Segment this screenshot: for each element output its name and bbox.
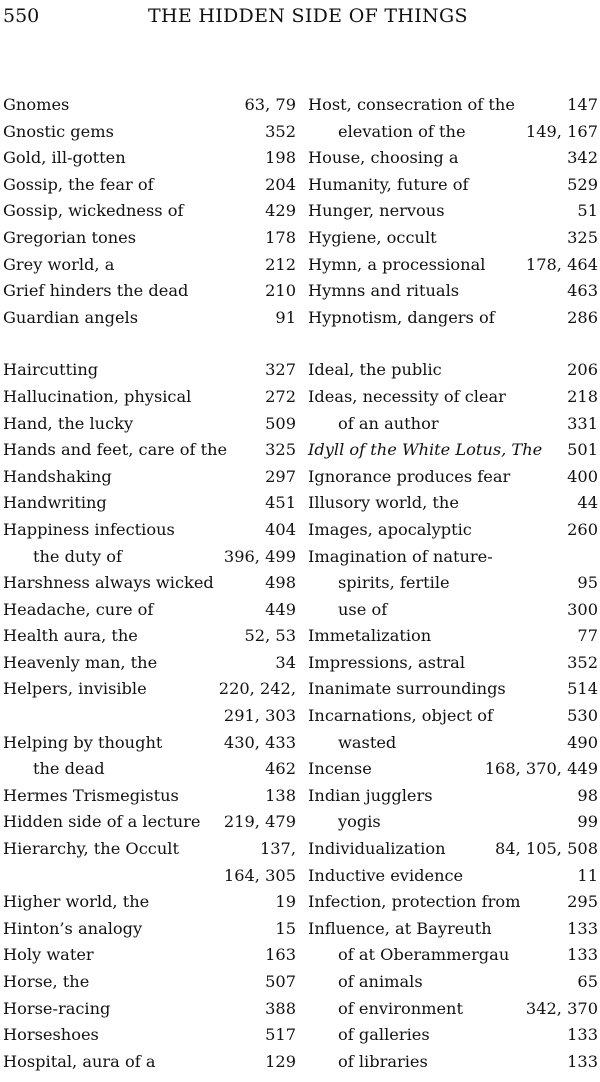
index-page-refs: 517: [265, 1025, 296, 1045]
index-page-refs: 352: [265, 121, 296, 141]
index-term: Humanity, future of: [308, 174, 469, 194]
index-page-refs: 91: [275, 307, 296, 327]
index-entry: [308, 172, 598, 199]
index-page-refs: 430, 433: [223, 732, 296, 752]
index-term: Horse, the: [3, 972, 90, 991]
index-subentry: [308, 969, 598, 996]
index-term: Gold, ill-gotten: [3, 148, 126, 168]
index-term: Host, consecration of the: [308, 95, 515, 114]
index-page-refs: 463: [567, 281, 598, 301]
index-term: Hidden side of a lecture: [3, 812, 201, 832]
index-subentry: [308, 570, 598, 597]
index-term: House, choosing a: [308, 148, 459, 168]
index-term: Hermes Trismegistus: [3, 785, 179, 805]
index-entry: [308, 198, 598, 225]
index-term: wasted: [338, 732, 397, 752]
index-page-refs: 272: [265, 386, 296, 406]
index-subentry: [3, 756, 296, 783]
index-term: Impressions, astral: [308, 652, 466, 672]
index-entry: [308, 916, 598, 943]
index-term: Hymns and rituals: [308, 281, 460, 301]
index-page-refs: 210: [265, 281, 296, 301]
index-entry: [3, 650, 296, 677]
index-entry: [3, 384, 296, 411]
index-page-refs: 509: [265, 413, 296, 433]
index-term: Hand, the lucky: [3, 413, 134, 433]
index-term: Imagination of nature-: [308, 546, 493, 566]
index-entry: [308, 278, 598, 305]
index-term: spirits, fertile: [338, 573, 450, 593]
index-page-refs: 429: [265, 201, 296, 221]
index-term: elevation of the: [338, 121, 466, 141]
index-page-refs: 286: [567, 307, 598, 327]
index-page-refs: 163: [265, 945, 296, 965]
index-page-refs: 327: [265, 360, 296, 380]
index-page-refs: 325: [265, 440, 296, 460]
index-entry: [3, 783, 296, 810]
index-entry: [3, 597, 296, 624]
index-term: Hands and feet, care of the: [3, 440, 228, 460]
index-page-refs: 164, 305: [223, 865, 296, 885]
index-page-refs: 149, 167: [525, 121, 598, 141]
page-number: 550: [3, 5, 40, 27]
index-entry: [3, 490, 296, 517]
index-page-refs: 342, 370: [525, 998, 598, 1018]
index-entry: [3, 703, 296, 730]
index-term: Gossip, the fear of: [3, 174, 154, 194]
index-term: Higher world, the: [3, 892, 150, 912]
index-page-refs: 451: [265, 493, 296, 513]
index-page-refs: 99: [577, 812, 598, 832]
index-term: Helpers, invisible: [3, 679, 147, 699]
index-term: Horse-racing: [3, 998, 111, 1018]
index-page-refs: 98: [577, 785, 598, 805]
index-entry: [308, 92, 598, 119]
index-term: Hinton’s analogy: [3, 918, 143, 938]
index-page-refs: 490: [567, 732, 598, 752]
index-term: Ideal, the public: [308, 360, 442, 380]
index-page-refs: 501: [567, 440, 598, 460]
index-page-refs: 63, 79: [244, 95, 296, 114]
index-page-refs: 34: [275, 652, 296, 672]
index-page-refs: 388: [265, 998, 296, 1018]
index-term: the duty of: [33, 546, 122, 566]
index-term: Gregorian tones: [3, 227, 137, 247]
index-term: Hygiene, occult: [308, 227, 437, 247]
index-term: Helping by thought: [3, 732, 163, 752]
index-entry: [3, 570, 296, 597]
index-entry: [3, 92, 296, 119]
index-page-refs: 65: [577, 972, 598, 991]
index-term: Influence, at Bayreuth: [308, 918, 492, 938]
index-page-refs: 295: [567, 892, 598, 912]
index-entry: [308, 783, 598, 810]
index-term: Idyll of the White Lotus, The: [308, 440, 543, 460]
index-page-refs: 507: [265, 972, 296, 991]
index-entry: [308, 384, 598, 411]
index-term: Images, apocalyptic: [308, 519, 472, 539]
index-term: Hierarchy, the Occult: [3, 839, 179, 859]
index-entry: [3, 225, 296, 252]
index-page-refs: 11: [577, 865, 598, 885]
index-page-refs: 44: [577, 493, 598, 513]
index-page-refs: 529: [567, 174, 598, 194]
index-term: Ignorance produces fear: [308, 466, 511, 486]
index-page-refs: 77: [577, 626, 598, 646]
index-subentry: [308, 996, 598, 1023]
index-term: Hunger, nervous: [308, 201, 445, 221]
index-page-refs: 325: [567, 227, 598, 247]
index-term: of animals: [338, 972, 423, 991]
index-term: Holy water: [3, 945, 94, 965]
index-entry: [308, 225, 598, 252]
index-page-refs: 400: [567, 466, 598, 486]
index-subentry: [308, 942, 598, 969]
index-term: Guardian angels: [3, 307, 139, 327]
index-term: Individualization: [308, 839, 446, 859]
index-page-refs: 291, 303: [223, 706, 296, 726]
index-term: Ideas, necessity of clear: [308, 386, 506, 406]
index-page-refs: 219, 479: [223, 812, 296, 832]
index-page-refs: 133: [567, 1051, 598, 1071]
index-term: of libraries: [338, 1051, 428, 1071]
index-term: Hymn, a processional: [308, 254, 486, 274]
index-entry: [3, 809, 296, 836]
index-page-refs: 297: [265, 466, 296, 486]
index-page-refs: 300: [567, 599, 598, 619]
index-entry: [308, 145, 598, 172]
index-entry: [308, 305, 598, 332]
index-term: Harshness always wicked: [3, 573, 214, 593]
index-page-refs: 218: [567, 386, 598, 406]
index-entry: [308, 836, 598, 863]
index-page-refs: 514: [567, 679, 598, 699]
index-page-refs: 498: [265, 573, 296, 593]
index-entry: [3, 305, 296, 332]
index-term: Health aura, the: [3, 626, 138, 646]
index-entry: [3, 517, 296, 544]
index-term: of environment: [338, 998, 463, 1018]
index-entry: [3, 1022, 296, 1049]
index-page-refs: 133: [567, 918, 598, 938]
index-entry: [3, 464, 296, 491]
index-subentry: [308, 597, 598, 624]
index-page-refs: 462: [265, 759, 296, 779]
index-term: Illusory world, the: [308, 493, 459, 513]
index-page-refs: 260: [567, 519, 598, 539]
index-term: Gossip, wickedness of: [3, 201, 184, 221]
index-page-refs: 178, 464: [525, 254, 598, 274]
index-term: Haircutting: [3, 360, 99, 380]
index-term: the dead: [33, 759, 105, 779]
index-page-refs: 52, 53: [244, 626, 296, 646]
index-entry: [3, 411, 296, 438]
index-term: Inanimate surroundings: [308, 679, 506, 699]
index-entry: [308, 490, 598, 517]
index-entry: [3, 996, 296, 1023]
index-page-refs: 178: [265, 227, 296, 247]
index-entry: [3, 278, 296, 305]
index-entry: [308, 517, 598, 544]
index-entry: [3, 119, 296, 146]
index-page-refs: 204: [265, 174, 296, 194]
index-page-refs: 396, 499: [223, 546, 296, 566]
index-term: Infection, protection from: [308, 892, 521, 912]
index-page-refs: 352: [567, 652, 598, 672]
index-page-refs: 15: [275, 918, 296, 938]
index-term: use of: [338, 599, 388, 619]
index-entry: [308, 676, 598, 703]
page-header: [0, 2, 600, 30]
index-entry: [3, 916, 296, 943]
index-page-refs: 133: [567, 1025, 598, 1045]
index-column-right: [308, 92, 598, 1075]
index-entry: [3, 172, 296, 199]
index-term: Incarnations, object of: [308, 706, 493, 726]
index-subentry: [308, 119, 598, 146]
index-entry: [308, 623, 598, 650]
index-subentry: [3, 544, 296, 571]
index-term: Gnostic gems: [3, 121, 114, 141]
index-entry: [3, 198, 296, 225]
index-entry: [308, 650, 598, 677]
index-term: Indian jugglers: [308, 785, 433, 805]
index-page-refs: 168, 370, 449: [484, 759, 598, 779]
index-term: Inductive evidence: [308, 865, 464, 885]
index-column-left: [3, 92, 296, 1075]
index-entry: [308, 464, 598, 491]
index-entry: [308, 756, 598, 783]
index-page-refs: 220, 242,: [218, 679, 296, 699]
index-page-refs: 133: [567, 945, 598, 965]
index-entry: [3, 969, 296, 996]
index-entry: [3, 252, 296, 279]
index-entry: [3, 357, 296, 384]
index-entry: [308, 863, 598, 890]
index-entry: [3, 676, 296, 703]
index-page-refs: 212: [265, 254, 296, 274]
index-subentry: [308, 1022, 598, 1049]
index-subentry: [308, 411, 598, 438]
index-term: Handwriting: [3, 493, 107, 513]
index-term: of an author: [338, 413, 439, 433]
index-term: Hypnotism, dangers of: [308, 307, 495, 327]
index-entry: [3, 942, 296, 969]
index-entry: [308, 889, 598, 916]
index-page-refs: 147: [567, 95, 598, 114]
index-page-refs: 206: [567, 360, 598, 380]
index-page-refs: 342: [567, 148, 598, 168]
index-term: Happiness infectious: [3, 519, 175, 539]
index-entry: [3, 145, 296, 172]
index-term: Immetalization: [308, 626, 432, 646]
index-term: Hospital, aura of a: [3, 1051, 156, 1071]
index-term: Handshaking: [3, 466, 112, 486]
index-page-refs: 95: [577, 573, 598, 593]
index-page-refs: 19: [275, 892, 296, 912]
index-term: Gnomes: [3, 95, 70, 114]
index-page-refs: 530: [567, 706, 598, 726]
index-entry: [3, 889, 296, 916]
index-page-refs: 198: [265, 148, 296, 168]
index-term: Grief hinders the dead: [3, 281, 189, 301]
index-entry: [3, 623, 296, 650]
index-term: Incense: [308, 759, 372, 779]
index-subentry: [308, 1049, 598, 1076]
index-entry: [308, 357, 598, 384]
index-entry: [3, 1049, 296, 1076]
index-page-refs: 51: [577, 201, 598, 221]
index-entry: [308, 437, 598, 464]
index-subentry: [308, 809, 598, 836]
index-term: Hallucination, physical: [3, 386, 192, 406]
index-entry: [3, 730, 296, 757]
index-term: Headache, cure of: [3, 599, 154, 619]
index-term: Horseshoes: [3, 1025, 99, 1045]
index-entry: [308, 252, 598, 279]
index-page-refs: 84, 105, 508: [495, 839, 598, 859]
index-page-refs: 137,: [259, 839, 296, 859]
index-page-refs: 331: [567, 413, 598, 433]
index-page-refs: 449: [265, 599, 296, 619]
index-term: of galleries: [338, 1025, 430, 1045]
index-entry: [3, 863, 296, 890]
index-term: Grey world, a: [3, 254, 115, 274]
index-page-refs: 129: [265, 1051, 296, 1071]
running-title: THE HIDDEN SIDE OF THINGS: [148, 5, 468, 27]
index-entry: [3, 437, 296, 464]
index-entry: [308, 544, 598, 571]
index-page-refs: 404: [265, 519, 296, 539]
index-entry: [308, 703, 598, 730]
index-term: yogis: [338, 812, 381, 832]
index-page-refs: 138: [265, 785, 296, 805]
index-term: Heavenly man, the: [3, 652, 158, 672]
index-term: of at Oberammergau: [338, 945, 510, 965]
index-entry: [3, 836, 296, 863]
index-subentry: [308, 730, 598, 757]
